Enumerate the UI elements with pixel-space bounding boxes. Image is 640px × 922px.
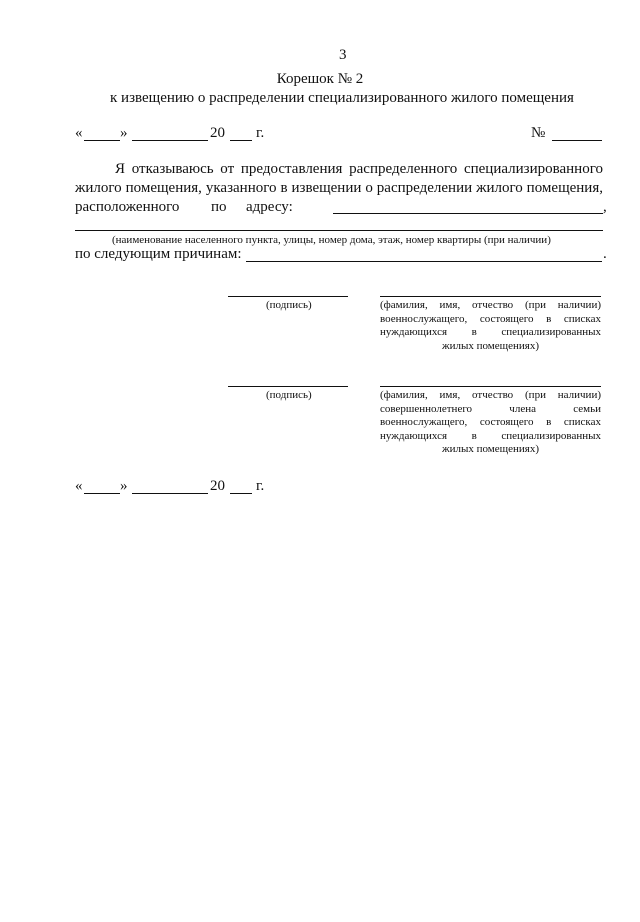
signature-caption: (подпись) [266, 389, 312, 401]
name-caption [380, 299, 601, 353]
name-caption-row: (фамилия, имя, отчество (при наличии) [380, 389, 601, 401]
number-blank[interactable] [552, 140, 602, 141]
signature-blank[interactable] [228, 296, 348, 297]
body-line-3-word-2: по [211, 199, 227, 215]
name-caption-row: нуждающихся в специализированных [380, 326, 601, 338]
name-caption-row: совершеннолетнего члена семьи [380, 402, 601, 415]
name-blank[interactable] [380, 386, 601, 387]
month-blank[interactable] [132, 493, 208, 494]
name-caption [380, 389, 601, 457]
name-caption-row: военнослужащего, состоящего в списках [380, 416, 601, 428]
signature-caption: (подпись) [266, 299, 312, 311]
year-prefix: 20 [210, 478, 225, 494]
reasons-label: по следующим причинам: [75, 246, 242, 262]
close-quote: » [120, 125, 128, 141]
document-title: Корешок № 2 [276, 71, 364, 87]
day-blank[interactable] [84, 493, 120, 494]
year-blank[interactable] [230, 493, 252, 494]
address-blank-full[interactable] [75, 230, 603, 231]
address-line-end: , [603, 199, 607, 215]
body-line-1: Я отказываюсь от предоставления распределенного специализированного [115, 161, 603, 177]
name-caption-row: жилых помещениях) [442, 339, 539, 352]
signature-blank[interactable] [228, 386, 348, 387]
name-caption-row: (фамилия, имя, отчество (при наличии) [380, 299, 601, 311]
reasons-blank[interactable] [246, 261, 602, 262]
close-quote: » [120, 478, 128, 494]
month-blank[interactable] [132, 140, 208, 141]
body-line-3-word-3: адресу: [246, 199, 293, 215]
reasons-line-end: . [603, 246, 607, 262]
number-label: № [531, 125, 546, 141]
document-subtitle: к извещению о распределении специализированного жилого помещения [110, 90, 574, 106]
year-suffix: г. [256, 478, 265, 494]
day-blank[interactable] [84, 140, 120, 141]
name-caption-row: нуждающихся в специализированных [380, 429, 601, 442]
body-line-3-word-1: расположенного [75, 199, 180, 215]
open-quote: « [75, 125, 83, 141]
year-prefix: 20 [210, 125, 225, 141]
year-suffix: г. [256, 125, 265, 141]
year-blank[interactable] [230, 140, 252, 141]
address-caption: (наименование населенного пункта, улицы, номер дома, этаж, номер квартиры (при наличии) [112, 234, 551, 246]
body-line-2: жилого помещения, указанного в извещении о распределении жилого помещения, [75, 180, 603, 196]
page-number: 3 [339, 47, 347, 63]
address-blank[interactable] [333, 213, 603, 214]
name-caption-row: военнослужащего, состоящего в списках [380, 312, 601, 325]
name-caption-row: жилых помещениях) [442, 443, 539, 455]
open-quote: « [75, 478, 83, 494]
name-blank[interactable] [380, 296, 601, 297]
